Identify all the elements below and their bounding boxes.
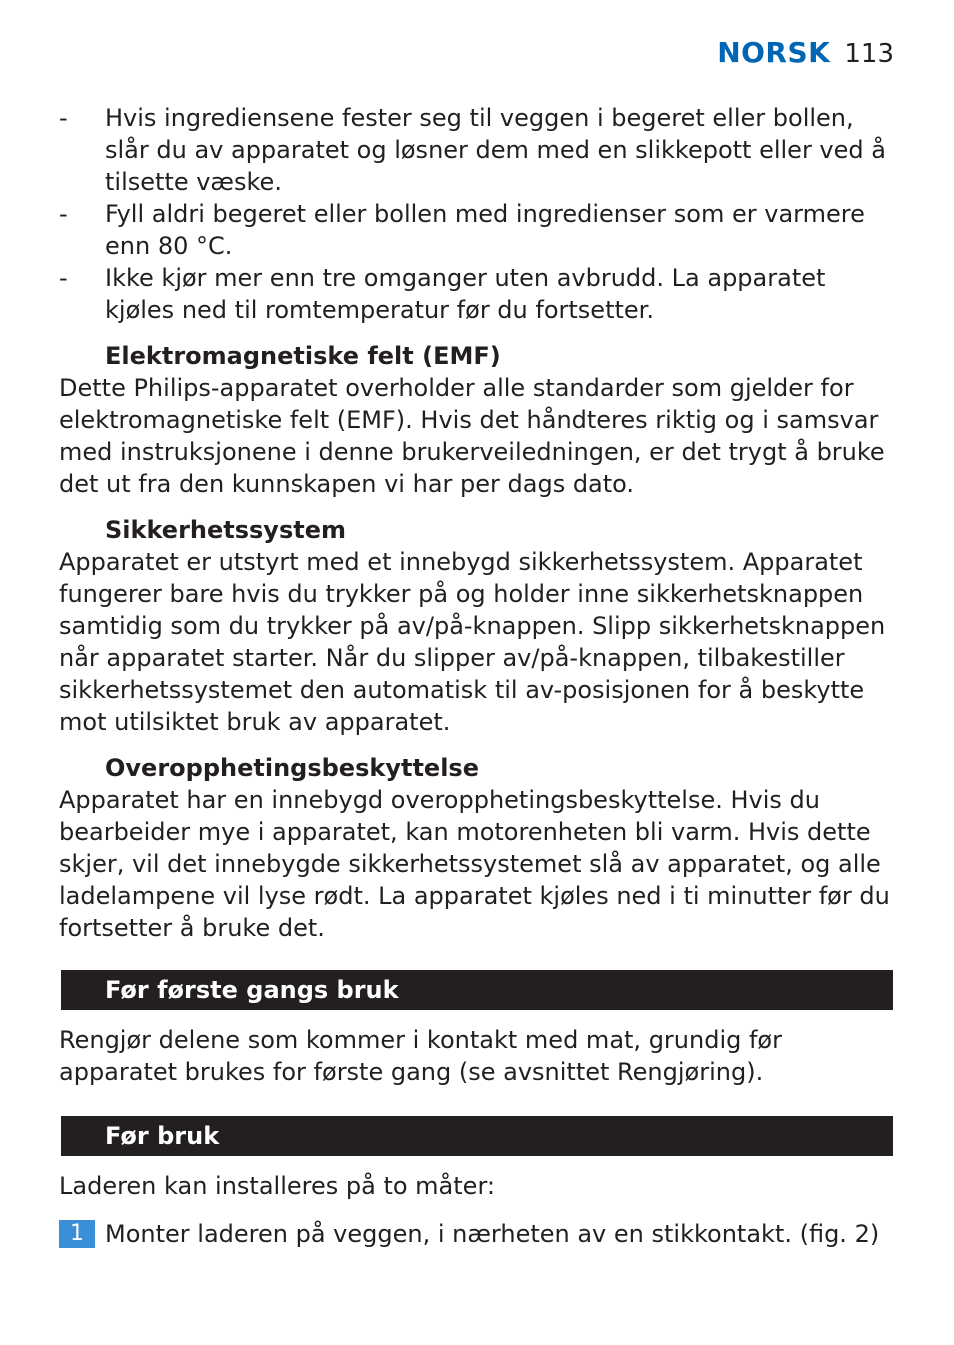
section-bar-first-use bbox=[61, 970, 893, 1010]
section-heading-overheat: Overopphetingsbeskyttelse bbox=[105, 754, 479, 782]
page-content bbox=[59, 102, 899, 1250]
bullet-marker: - bbox=[59, 200, 68, 228]
bullet-marker: - bbox=[59, 104, 68, 132]
section-text-safety: Apparatet er utstyrt med et innebygd sikkerhetssystem. Apparatet fungerer bare hvis du trykker på og holder inne sikkerhetsknappen samtidig som du trykker på av/på-knappen. Slipp sikkerhetsknappen når apparatet starter. Når du slipper av/på-knappen, tilbakestiller sikkerhetssystemet den automatisk til av-posisjonen for å beskytte mot utilsiktet bruk av apparatet. bbox=[59, 548, 886, 736]
bullet-list bbox=[59, 102, 899, 326]
list-item bbox=[59, 198, 899, 262]
first-use-text: Rengjør delene som kommer i kontakt med mat, grundig før apparatet brukes for første gang (se avsnittet Rengjøring). bbox=[59, 1026, 782, 1086]
section-title-before-use: Før bruk bbox=[105, 1122, 220, 1150]
page-header bbox=[717, 36, 894, 69]
section-text-emf: Dette Philips-apparatet overholder alle standarder som gjelder for elektromagnetiske felt (EMF). Hvis det håndteres riktig og i samsvar med instruksjonene i denne brukerveiledningen, er det trygt å bruke det ut fra den kunnskapen vi har per dags dato. bbox=[59, 374, 885, 498]
section-text-overheat: Apparatet har en innebygd overopphetingsbeskyttelse. Hvis du bearbeider mye i apparatet, kan motorenheten bli varm. Hvis dette skjer, vil det innebygde sikkerhetssystemet slå av apparatet, og alle ladelampene vil lyse rødt. La apparatet kjøles ned i ti minutter før du fortsetter å bruke det. bbox=[59, 786, 890, 942]
list-item bbox=[59, 262, 899, 326]
section-bar-before-use bbox=[61, 1116, 893, 1156]
step-text: Monter laderen på veggen, i nærheten av en stikkontakt. (fig. 2) bbox=[105, 1220, 880, 1248]
section-title-first-use: Før første gangs bruk bbox=[105, 976, 399, 1004]
language-label: NORSK bbox=[717, 36, 831, 69]
list-item bbox=[59, 102, 899, 198]
step-number-badge: 1 bbox=[59, 1220, 95, 1248]
page-number: 113 bbox=[844, 39, 894, 69]
section-heading-emf: Elektromagnetiske felt (EMF) bbox=[105, 342, 501, 370]
bullet-marker: - bbox=[59, 264, 68, 292]
section-heading-safety: Sikkerhetssystem bbox=[105, 516, 346, 544]
bullet-text: Fyll aldri begeret eller bollen med ingredienser som er varmere enn 80 °C. bbox=[105, 200, 865, 260]
bullet-text: Hvis ingrediensene fester seg til veggen i begeret eller bollen, slår du av apparatet og løsner dem med en slikkepott eller ved å tilsette væske. bbox=[105, 104, 886, 196]
bullet-text: Ikke kjør mer enn tre omganger uten avbrudd. La apparatet kjøles ned til romtemperatur før du fortsetter. bbox=[105, 264, 826, 324]
step-item bbox=[59, 1218, 899, 1250]
before-use-text: Laderen kan installeres på to måter: bbox=[59, 1172, 495, 1200]
